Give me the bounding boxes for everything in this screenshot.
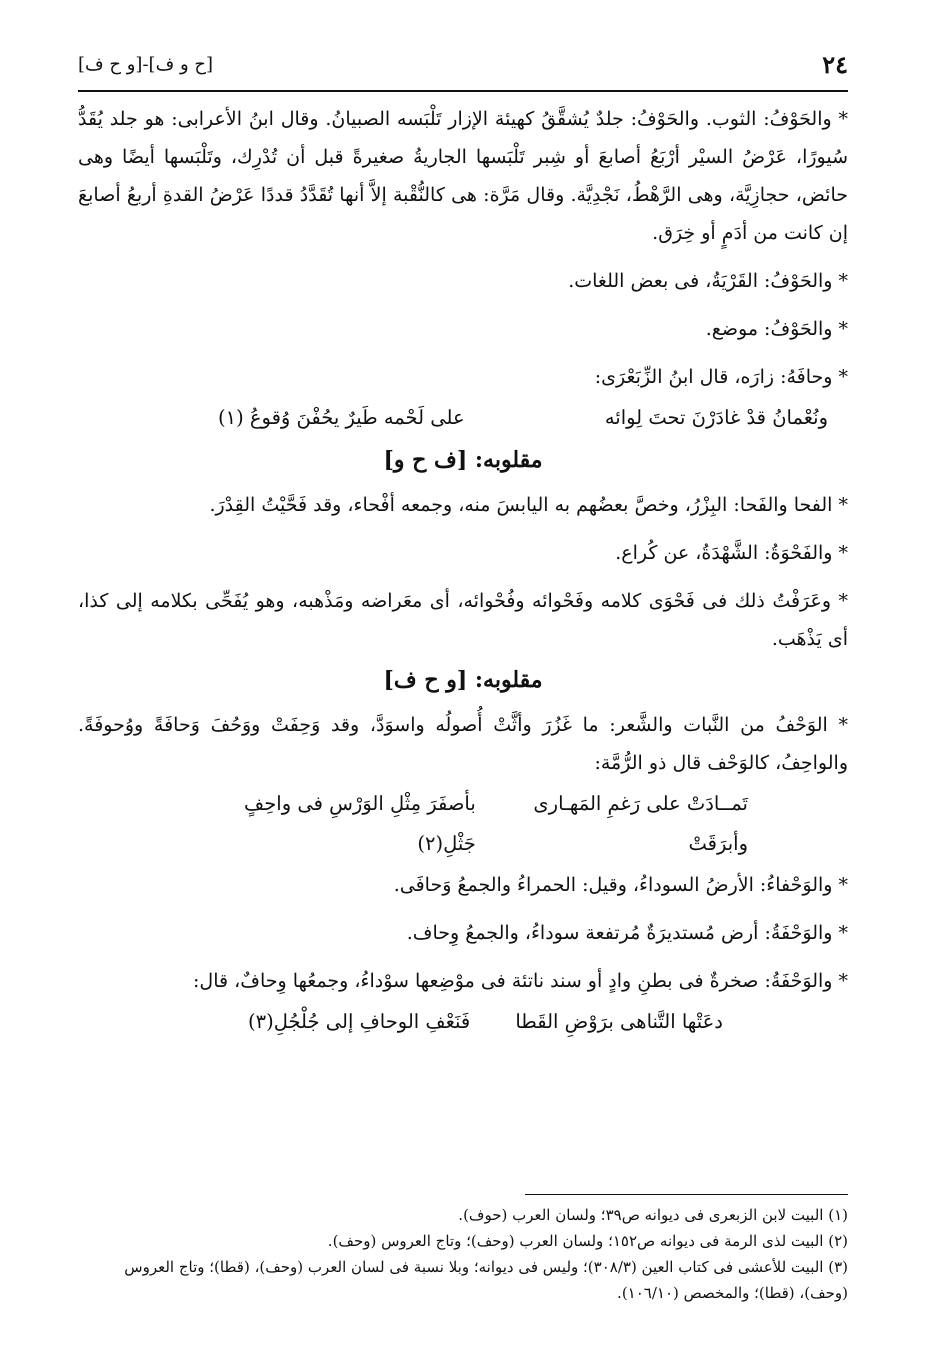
entry-paragraph: * الفحا والفَحا: البِزْرُ، وخصَّ بعضُهم به اليابسَ منه، وجمعه أفْحاء، وقد فَحَّيْتُ القِدْرَ. — [209, 494, 848, 516]
page-number: ٢٤ — [822, 50, 848, 79]
entry-paragraph: * والحَوْفُ: القَرْيَةُ، فى بعض اللغات. — [568, 270, 848, 292]
entry-paragraph: * وعَرَفْتُ ذلك فى فَحْوَى كلامه وفَحْوائه وفُحْوائه، أى معَراضه ومَذْهبه، وهو يُفَحِّى بكلامه إلى كذا، أى يَذْهَب. — [78, 590, 848, 650]
entry-paragraph: * الوَحْفُ من النَّبات والشَّعر: ما غَزُرَ وأثَّتْ أُصولُه واسوَدَّ، وقد وَحِفَتْ ووَحُفَ وَحافَةً ووُحوفَةً. والواحِفُ، كالوَحْف قال ذو الرُّمَّة: — [78, 714, 848, 774]
footnote: (١) البيت لابن الزبعرى فى ديوانه ص٣٩؛ ولسان العرب (حوف). — [458, 1206, 848, 1224]
poem-verse — [78, 1002, 848, 1042]
entry-paragraph: * والوَحْفَةُ: أرض مُستديرَةٌ مُرتفعة سوداءُ، والجمعُ وِحاف. — [406, 922, 848, 944]
footnote: (٢) البيت لذى الرمة فى ديوانه ص١٥٢؛ ولسان العرب (وحف)؛ وتاج العروس (وحف). — [327, 1232, 848, 1250]
verse-second-hemistich: فَنَعْفِ الوحافِ إلى جُلْجُلِ(٣) — [248, 1010, 471, 1033]
verse-first-hemistich: تَمــادَتْ على رَغمِ المَهـارى وأبرَقَتْ — [533, 792, 748, 855]
verse-second-hemistich: على لَحْمه طَيرٌ يحُفْنَ وُقوعُ (١) — [218, 406, 465, 429]
verse-second-hemistich: بأصفَرَ مِثْلِ الوَرْسِ فى واحِفٍ جَثْلِ(٢) — [244, 792, 476, 855]
section-heading: مقلوبه: [و ح ف] — [383, 667, 543, 693]
verse-first-hemistich: ونُعْمانُ قدْ غادَرْنَ تحتَ لِوائه — [604, 406, 828, 429]
footnote: (٣) البيت للأعشى فى كتاب العين (٣٠٨/٣)؛ وليس فى ديوانه؛ وبلا نسبة فى لسان العرب (وحف)، (قطا)؛ وتاج العروس (وحف)، (قطا)؛ والمخصص (١٠٦/١٠). — [124, 1258, 848, 1302]
main-text — [78, 100, 848, 1044]
footnote-rule — [525, 1194, 848, 1195]
poem-verse — [78, 784, 848, 864]
poem-verse — [78, 398, 848, 438]
running-head: [ح و ف]-[و ح ف] — [78, 54, 213, 75]
entry-paragraph: * والحَوْفُ: موضع. — [705, 318, 848, 340]
entry-paragraph: * والوَحْفَةُ: صخرةٌ فى بطنِ وادٍ أو سند ناتئة فى موْضِعها سوْداءُ، وجمعُها وِحافٌ، قال: — [193, 970, 848, 992]
page-header — [78, 50, 848, 86]
entry-paragraph: * والفَحْوَةُ: الشَّهْدَةُ، عن كُراع. — [615, 542, 848, 564]
entry-paragraph: * والوَحْفاءُ: الأرضُ السوداءُ، وقيل: الحمراءُ والجمعُ وَحافَى. — [393, 874, 848, 896]
verse-first-hemistich: دعَتْها التَّناهى برَوْضِ القَطا — [515, 1010, 723, 1033]
header-rule — [78, 90, 848, 92]
entry-paragraph: * وحافَهُ: زارَه، قال ابنُ الزِّبَعْرَى: — [594, 366, 848, 388]
section-heading: مقلوبه: [ف ح و] — [383, 447, 543, 473]
footnotes — [78, 1202, 848, 1306]
entry-paragraph: * والحَوْفُ: الثوب. والحَوْفُ: جلدٌ يُشقَّقُ كهيئة الإزار تَلْبَسه الصبيانُ. وقال ابنُ الأعرابى: هو جلد يُقَدُّ سُيورًا، عَرْضُ السيْر أرْبَعُ أصابعَ أو شِبر تَلْبَسها الجاريةُ صغيرةً قبل أن تُدْرِك، وتَلْبَسها أيضًا وهى حائض، حجازِيَّة، وهى الرَّهْطُ، نَجْدِيَّة. وقال مَرَّة: هى كالنُّقْبة إلاَّ أنها تُقَدَّدُ قددًا عَرْضُ القدةِ أربعُ أصابعَ إن كانت من أدَمٍ أو خِرَق. — [78, 108, 848, 244]
